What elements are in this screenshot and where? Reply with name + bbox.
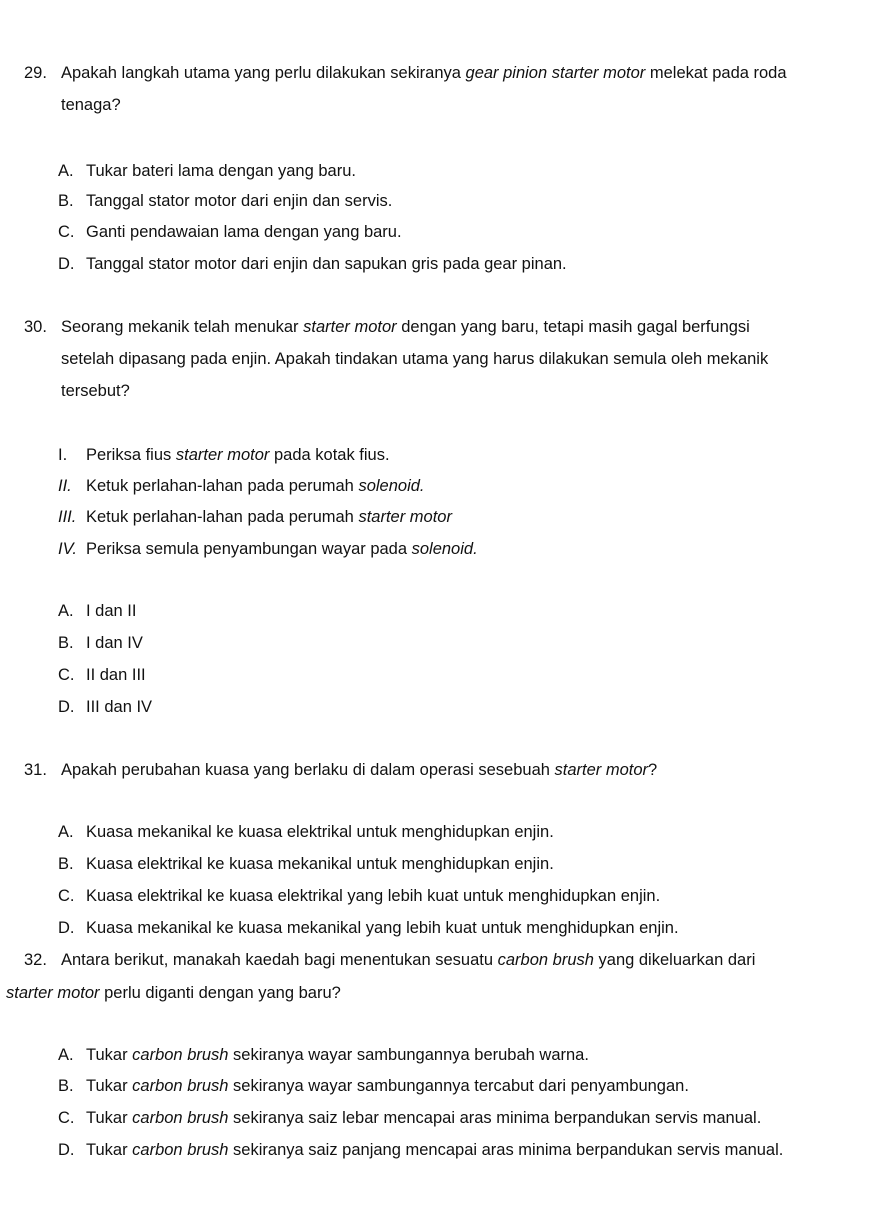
option-31-c[interactable]: C. Kuasa elektrikal ke kuasa elektrikal yang lebih kuat untuk menghidupkan enjin. [58, 887, 661, 905]
question-29-stem-line-2: tenaga? [61, 96, 121, 114]
question-number: 29. [24, 64, 47, 82]
statement-30-iii: III. Ketuk perlahan-lahan pada perumah starter motor [58, 508, 452, 526]
question-30-stem-line-2: setelah dipasang pada enjin. Apakah tindakan utama yang harus dilakukan semula oleh mekanik [61, 350, 769, 368]
option-29-b[interactable]: B. Tanggal stator motor dari enjin dan servis. [58, 192, 393, 210]
option-29-a[interactable]: A. Tukar bateri lama dengan yang baru. [58, 162, 356, 180]
option-32-c[interactable]: C. Tukar carbon brush sekiranya saiz lebar mencapai aras minima berpandukan servis manual. [58, 1109, 762, 1127]
question-29-stem-line-1: 29. Apakah langkah utama yang perlu dilakukan sekiranya gear pinion starter motor melekat pada roda [24, 64, 787, 82]
question-30-stem-line-3: tersebut? [61, 382, 130, 400]
question-number: 30. [24, 318, 47, 336]
question-30-stem-line-1: 30. Seorang mekanik telah menukar starter motor dengan yang baru, tetapi masih gagal berfungsi [24, 318, 750, 336]
statement-30-ii: II. Ketuk perlahan-lahan pada perumah solenoid. [58, 477, 425, 495]
option-30-a[interactable]: A. I dan II [58, 602, 137, 620]
option-32-d[interactable]: D. Tukar carbon brush sekiranya saiz panjang mencapai aras minima berpandukan servis manual. [58, 1141, 784, 1159]
option-31-a[interactable]: A. Kuasa mekanikal ke kuasa elektrikal untuk menghidupkan enjin. [58, 823, 554, 841]
option-30-c[interactable]: C. II dan III [58, 666, 146, 684]
option-29-c[interactable]: C. Ganti pendawaian lama dengan yang baru. [58, 223, 402, 241]
option-31-d[interactable]: D. Kuasa mekanikal ke kuasa mekanikal yang lebih kuat untuk menghidupkan enjin. [58, 919, 679, 937]
option-30-d[interactable]: D. III dan IV [58, 698, 153, 716]
question-number: 32. [24, 951, 47, 969]
statement-30-iv: IV. Periksa semula penyambungan wayar pada solenoid. [58, 540, 478, 558]
question-31-stem-line-1: 31. Apakah perubahan kuasa yang berlaku di dalam operasi sesebuah starter motor? [24, 761, 658, 779]
option-30-b[interactable]: B. I dan IV [58, 634, 143, 652]
question-32-stem-line-1: 32. Antara berikut, manakah kaedah bagi menentukan sesuatu carbon brush yang dikeluarkan dari [24, 951, 756, 969]
statement-30-i: I. Periksa fius starter motor pada kotak fius. [58, 446, 390, 464]
option-32-a[interactable]: A. Tukar carbon brush sekiranya wayar sambungannya berubah warna. [58, 1046, 589, 1064]
question-number: 31. [24, 761, 47, 779]
option-31-b[interactable]: B. Kuasa elektrikal ke kuasa mekanikal untuk menghidupkan enjin. [58, 855, 554, 873]
option-29-d[interactable]: D. Tanggal stator motor dari enjin dan sapukan gris pada gear pinan. [58, 255, 567, 273]
option-32-b[interactable]: B. Tukar carbon brush sekiranya wayar sambungannya tercabut dari penyambungan. [58, 1077, 689, 1095]
question-32-stem-line-2: starter motor perlu diganti dengan yang baru? [6, 984, 341, 1002]
